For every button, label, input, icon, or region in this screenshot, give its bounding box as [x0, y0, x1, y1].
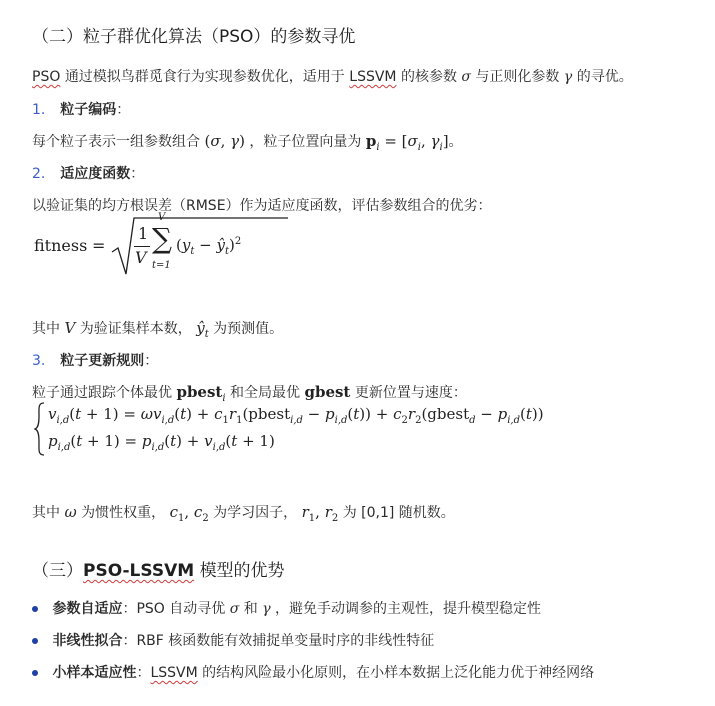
update-note-d: 为 [0,1] 随机数。	[342, 505, 455, 521]
list-item-fitness	[32, 163, 144, 183]
item-number: 1.	[32, 102, 46, 118]
bullet-text: ，避免手动调参的主观性，提升模型稳定性	[275, 601, 542, 617]
symbol-yhat: $ŷ_t$	[196, 319, 209, 340]
bullet-label: 非线性拟合	[52, 633, 123, 649]
item-number: 3.	[32, 353, 46, 369]
residual-term: ($y_t$ − $ŷ_t)^2$	[176, 236, 242, 257]
bullet-text: 核函数能有效捕捉单变量时序的非线性特征	[168, 633, 435, 649]
section-title-advantages	[32, 556, 285, 581]
update-note-a: 其中	[32, 505, 60, 521]
encoding-paragraph	[32, 131, 463, 153]
item-colon: ：	[144, 353, 159, 369]
bullet-dot	[32, 606, 38, 612]
item-label: 粒子编码	[60, 102, 117, 118]
list-item	[32, 662, 594, 682]
symbol-r1r2: $r_1$, $r_2$	[301, 503, 339, 524]
pbest-symbol: pbest$_i$	[176, 383, 226, 404]
fraction-numerator: 1	[138, 224, 149, 243]
update-text-c: 更新位置与速度：	[354, 385, 467, 401]
item-label: 粒子更新规则	[60, 353, 145, 369]
update-note	[32, 502, 455, 524]
intro-text-c: 与正则化参数	[475, 69, 560, 85]
bullet-label: 参数自适应	[52, 601, 123, 617]
symbol-gamma: γ	[563, 69, 573, 85]
encoding-text-c: 。	[448, 134, 463, 150]
bullet-colon: ：	[122, 633, 137, 649]
fitness-note-c: 为预测值。	[213, 321, 284, 337]
list-item-encoding	[32, 99, 130, 119]
bullet-text: 和	[243, 601, 258, 617]
param-pair-formula: (σ, γ)	[204, 132, 245, 150]
item-colon: ：	[130, 166, 145, 182]
update-note-c: 为学习因子，	[213, 505, 298, 521]
symbol-V: V	[64, 319, 76, 337]
fitness-note	[32, 318, 283, 340]
bullet-label: 小样本适应性	[52, 665, 137, 681]
encoding-text-a: 每个粒子表示一组参数组合	[32, 134, 200, 150]
symbol-sigma: σ	[229, 601, 240, 617]
sum-lower: t=1	[152, 260, 171, 271]
left-brace	[34, 402, 46, 456]
update-text-b: 和全局最优	[230, 385, 301, 401]
intro-paragraph	[32, 66, 633, 86]
term-pso: PSO	[136, 601, 165, 617]
fitness-formula	[34, 214, 294, 284]
list-item	[32, 630, 434, 650]
bullet-text: 自动寻优	[169, 601, 226, 617]
list-item	[32, 598, 541, 618]
symbol-sigma: σ	[461, 69, 471, 85]
term-lssvm: LSSVM	[349, 69, 397, 85]
symbol-gamma: γ	[262, 601, 271, 617]
sum-upper: V	[158, 212, 166, 223]
intro-text-d: 的寻优。	[576, 69, 633, 85]
intro-text-a: 通过模拟鸟群觅食行为实现参数优化，适用于	[64, 69, 345, 85]
title-suffix: 模型的优势	[199, 561, 285, 581]
fitness-note-a: 其中	[32, 321, 60, 337]
bullet-dot	[32, 670, 38, 676]
section-title-pso: （二）粒子群优化算法（PSO）的参数寻优	[32, 27, 356, 47]
fitness-label: fitness	[34, 236, 88, 255]
update-note-b: 为惯性权重，	[81, 505, 166, 521]
fraction-bar	[134, 246, 150, 247]
item-colon: ：	[116, 102, 131, 118]
fitness-note-b: 为验证集样本数，	[79, 321, 192, 337]
item-label: 适应度函数	[60, 166, 131, 182]
bullet-colon: ：	[136, 665, 151, 681]
bullet-dot	[32, 638, 38, 644]
bullet-colon: ：	[122, 601, 137, 617]
title-prefix: （三）	[32, 561, 83, 581]
intro-text-b: 的核参数	[400, 69, 457, 85]
update-paragraph	[32, 382, 467, 404]
list-item-update	[32, 350, 158, 370]
term-lssvm: LSSVM	[150, 665, 198, 681]
sum-sign: ∑	[152, 222, 172, 255]
update-equations	[34, 402, 614, 456]
update-text-a: 粒子通过跟踪个体最优	[32, 385, 172, 401]
velocity-equation: $v_{i,d}(t + 1) = \omega v_{i,d}(t)$ + $c_1r_1(pbest_{i,d} - p_{i,d}(t))$ + $c_2r_2(gbest_d - p_{i,d}(t))$	[48, 405, 544, 426]
position-equation: $p_{i,d}(t + 1) = p_{i,d}(t) + v_{i,d}(t + 1)$	[48, 432, 275, 453]
symbol-omega: ω	[64, 503, 77, 521]
fitness-paragraph: 以验证集的均方根误差（RMSE）作为适应度函数，评估参数组合的优劣：	[32, 198, 492, 214]
term-pso-lssvm: PSO-LSSVM	[83, 561, 195, 581]
item-number: 2.	[32, 166, 46, 182]
position-vector-formula: $p_i = [\sigma_i$, $\gamma_i$]	[365, 132, 449, 153]
fraction-denominator: V	[135, 248, 147, 267]
term-pso: PSO	[32, 69, 61, 85]
encoding-text-b: ，粒子位置向量为	[249, 134, 362, 150]
term-rbf: RBF	[136, 633, 164, 649]
bullet-text: 的结构风险最小化原则，在小样本数据上泛化能力优于神经网络	[202, 665, 595, 681]
gbest-symbol: gbest	[304, 383, 351, 401]
equals-sign: =	[92, 236, 106, 255]
symbol-c1c2: $c_1$, $c_2$	[169, 503, 209, 524]
